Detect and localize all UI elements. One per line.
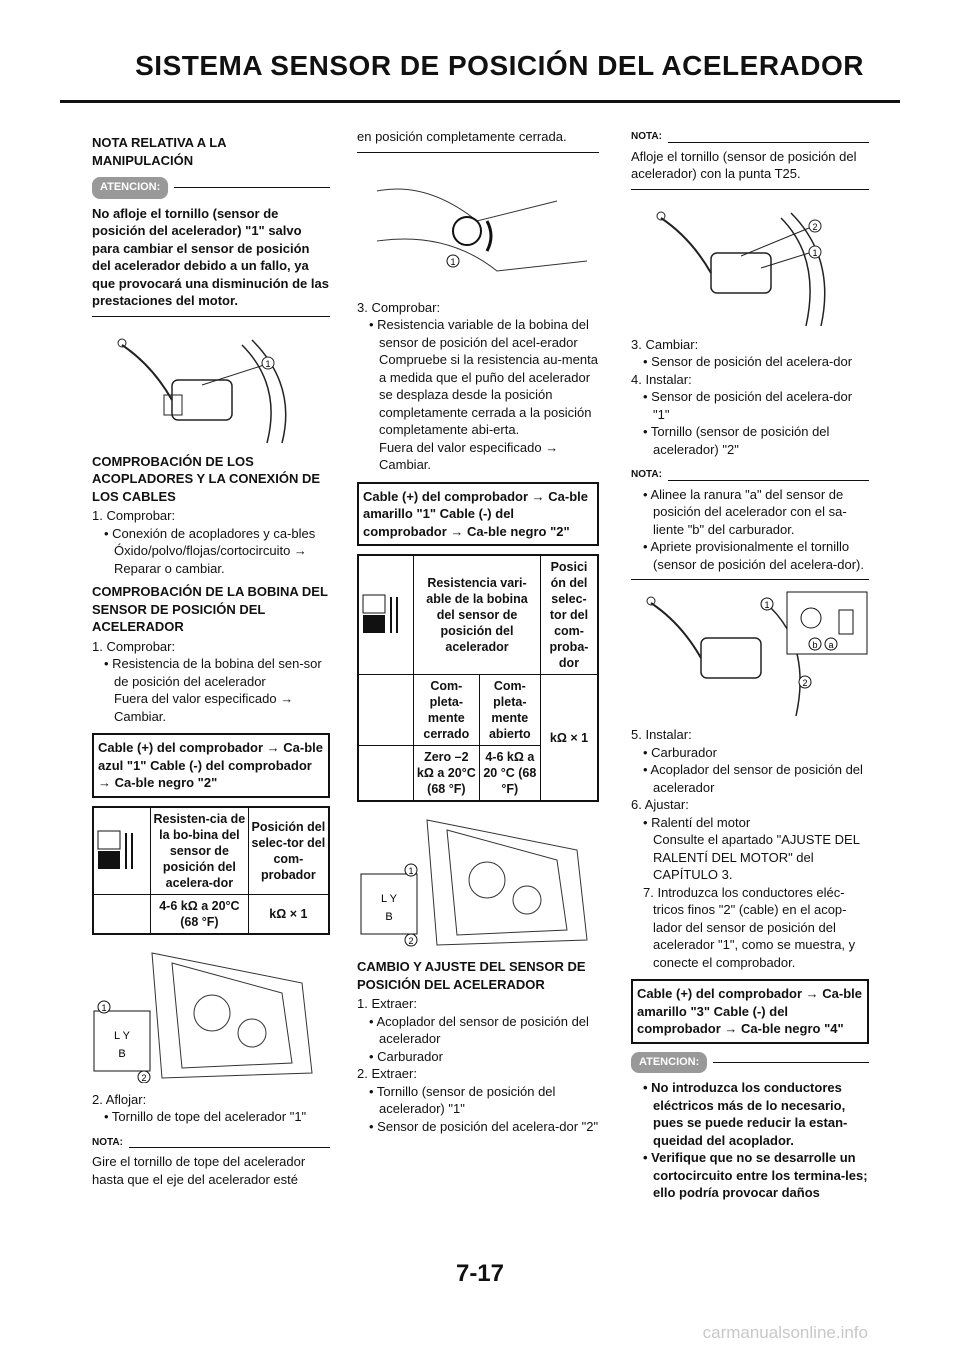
step: 2. Aflojar: bbox=[92, 1091, 147, 1107]
divider bbox=[92, 316, 330, 317]
table-cell: kΩ × 1 bbox=[541, 675, 599, 802]
table-cell: 4-6 kΩ a 20 °C (68 °F) bbox=[479, 746, 540, 802]
step: 1. Comprobar: bbox=[92, 508, 176, 523]
tester-connection-box: Cable (+) del comprobador → Ca-ble azul "1" Cable (-) del comprobador → Ca-ble negro "2" bbox=[92, 733, 330, 798]
throttle-illustration bbox=[92, 943, 330, 1083]
note-header: NOTA: bbox=[92, 1134, 330, 1152]
tester-connection-box: Cable (+) del comprobador → Ca-ble amarillo "3" Cable (-) del comprobador → Ca-ble negro "4" bbox=[631, 979, 869, 1044]
step: 5. Instalar: bbox=[631, 727, 692, 742]
note-text: Afloje el tornillo (sensor de posición del acelerador) con la punta T25. bbox=[631, 148, 857, 181]
caution-bullet: • No introduzca los conductores eléctricos más de lo necesario, pues se puede reducir la estan-queidad del acoplador. bbox=[643, 1080, 848, 1148]
table-header: Posición del selec-tor del com-probador bbox=[248, 807, 329, 895]
section-heading: NOTA RELATIVA A LA MANIPULACIÓN bbox=[92, 135, 227, 168]
step: 7. Introduzca los conductores eléc-tricos finos "2" (cable) en el acop-lador del sensor de posición del acelerador "1", como se muestra, y conecte el comprobador. bbox=[643, 884, 856, 970]
divider bbox=[631, 579, 869, 580]
page-number: 7-17 bbox=[455, 1260, 505, 1287]
note-text: Gire el tornillo de tope del acelerador hasta que el eje del acelerador esté bbox=[92, 1154, 306, 1187]
caution-tag: ATENCION: bbox=[92, 177, 168, 199]
section-heading: CAMBIO Y AJUSTE DEL SENSOR DE POSICIÓN DEL ACELERADOR bbox=[357, 959, 586, 992]
step: 6. Ajustar: bbox=[631, 797, 689, 812]
step: 3. Comprobar: bbox=[357, 299, 441, 315]
svg-text:1: 1 bbox=[764, 600, 770, 610]
table-subheader: Com-pleta-mente cerrado bbox=[414, 675, 480, 746]
note-bullet: • Apriete provisionalmente el tornillo (sensor de posición del acelera-dor). bbox=[643, 539, 864, 572]
bullet: • Sensor de posición del acelera-dor bbox=[643, 354, 853, 369]
step-detail: Óxido/polvo/flojas/cortocircuito → bbox=[114, 543, 307, 558]
note-header: NOTA: bbox=[631, 466, 869, 484]
section-heading: COMPROBACIÓN DE LOS ACOPLADORES Y LA CONEXIÓN DE LOS CABLES bbox=[92, 453, 321, 504]
caution-text: No afloje el tornillo (sensor de posición del acelerador) "1" salvo para cambiar el sensor de posición del acelerador debido a un fallo, ya que provocará una disminución de las prestaciones del motor. bbox=[92, 205, 329, 308]
header-rule bbox=[60, 100, 900, 103]
table-subheader: Com-pleta-mente abierto bbox=[479, 675, 540, 746]
svg-text:b: b bbox=[812, 640, 818, 650]
bullet: • Tornillo (sensor de posición del acelerador) "2" bbox=[643, 424, 830, 457]
step: 3. Cambiar: bbox=[631, 336, 699, 352]
step-detail: Cambiar. bbox=[114, 708, 167, 724]
step: 2. Extraer: bbox=[357, 1066, 417, 1081]
bullet: • Sensor de posición del acelera-dor "2" bbox=[369, 1118, 599, 1134]
bullet: • Acoplador del sensor de posición del acelerador bbox=[643, 762, 863, 795]
bullet: • Conexión de acopladores y ca-bles bbox=[104, 525, 316, 541]
table-cell: 4-6 kΩ a 20°C (68 °F) bbox=[151, 894, 249, 934]
step: 1. Comprobar: bbox=[92, 638, 176, 654]
divider bbox=[357, 152, 599, 153]
step: 4. Instalar: bbox=[631, 371, 692, 387]
column-2 bbox=[357, 128, 599, 1135]
caution-header bbox=[92, 177, 330, 199]
svg-text:L Y: L Y bbox=[381, 893, 397, 905]
divider bbox=[631, 189, 869, 190]
figure-coupler bbox=[357, 810, 599, 950]
caution-header: ATENCION: bbox=[631, 1052, 869, 1074]
watermark: carmanualsonline.info bbox=[702, 1323, 868, 1342]
column-1 bbox=[92, 128, 330, 1188]
section-heading: COMPROBACIÓN DE LA BOBINA DEL SENSOR DE POSICIÓN DEL ACELERADOR bbox=[92, 584, 328, 634]
svg-text:2: 2 bbox=[802, 678, 808, 688]
multimeter-icon bbox=[358, 555, 414, 675]
svg-text:a: a bbox=[828, 640, 834, 650]
step-detail: Consulte el apartado "AJUSTE DEL RALENTÍ DEL MOTOR" del CAPÍTULO 3. bbox=[653, 832, 860, 882]
page-title: SISTEMA SENSOR DE POSICIÓN DEL ACELERADOR bbox=[135, 50, 864, 81]
spec-table bbox=[92, 806, 330, 935]
bullet: • Sensor de posición del acelera-dor "1" bbox=[643, 389, 853, 422]
svg-text:1: 1 bbox=[101, 1002, 107, 1013]
svg-text:B: B bbox=[118, 1047, 126, 1060]
svg-text:2: 2 bbox=[141, 1072, 147, 1083]
figure-sensor-replace bbox=[631, 198, 869, 328]
svg-text:1: 1 bbox=[408, 866, 414, 876]
bullet: • Carburador bbox=[369, 1048, 443, 1064]
step-detail: Fuera del valor especificado → bbox=[379, 439, 559, 455]
tester-connection-box: Cable (+) del comprobador → Ca-ble amarillo "1" Cable (-) del comprobador → Ca-ble negro "2" bbox=[357, 482, 599, 547]
caution-bullet: • Verifique que no se desarrolle un cortocircuito entre los termina-les; ello podría provocar daños bbox=[643, 1150, 868, 1200]
note-text-continued: en posición completamente cerrada. bbox=[357, 129, 567, 144]
table-cell: Zero –2 kΩ a 20°C (68 °F) bbox=[414, 746, 480, 802]
multimeter-icon bbox=[93, 807, 151, 895]
spec-table bbox=[357, 554, 599, 802]
bullet: • Resistencia de la bobina del sen-sor de posición del acelerador bbox=[104, 656, 322, 689]
svg-text:1: 1 bbox=[450, 256, 456, 267]
svg-text:1: 1 bbox=[265, 358, 271, 369]
bullet: • Resistencia variable de la bobina del sensor de posición del acel-erador bbox=[369, 317, 589, 350]
table-cell: kΩ × 1 bbox=[248, 894, 329, 934]
svg-text:2: 2 bbox=[408, 936, 414, 946]
figure-screw bbox=[357, 161, 599, 291]
sensor-replace-illustration bbox=[631, 198, 869, 328]
table-header: Resistencia vari-able de la bobina del sensor de posición del acelerador bbox=[414, 555, 541, 675]
page-header bbox=[0, 0, 960, 110]
step-detail: Reparar o cambiar. bbox=[114, 560, 225, 576]
svg-text:2: 2 bbox=[812, 221, 818, 232]
svg-text:L Y: L Y bbox=[114, 1029, 130, 1042]
note-header: NOTA: bbox=[631, 128, 869, 146]
table-header: Posici ón del selec-tor del com-proba-dor bbox=[541, 555, 599, 675]
step-detail: Compruebe si la resistencia au-menta a medida que el puño del acelerador se desplaza desde la posición completamente cerrada a la posición completamente abi-erta. bbox=[379, 352, 598, 437]
coupler-illustration bbox=[357, 810, 599, 950]
bullet: • Tornillo (sensor de posición del acelerador) "1" bbox=[369, 1083, 556, 1116]
note-bullet: • Alinee la ranura "a" del sensor de posición del acelerador con el sa-liente "b" del carburador. bbox=[643, 486, 847, 537]
column-3 bbox=[631, 128, 869, 1202]
figure-throttle-stop bbox=[92, 943, 330, 1083]
svg-text:B: B bbox=[385, 911, 393, 923]
figure-sensor-install bbox=[631, 588, 869, 718]
figure-throttle-sensor bbox=[92, 325, 330, 445]
step-detail: Fuera del valor especificado → bbox=[114, 691, 294, 706]
bullet: • Ralentí del motor bbox=[643, 814, 751, 830]
svg-text:1: 1 bbox=[812, 247, 818, 258]
bullet: • Acoplador del sensor de posición del acelerador bbox=[369, 1013, 589, 1046]
bullet: • Carburador bbox=[643, 744, 717, 760]
sensor-illustration bbox=[92, 325, 330, 445]
bullet: • Tornillo de tope del acelerador "1" bbox=[104, 1109, 307, 1124]
step: 1. Extraer: bbox=[357, 996, 417, 1011]
step-detail: Cambiar. bbox=[379, 457, 432, 472]
screw-illustration bbox=[357, 161, 599, 291]
sensor-install-illustration bbox=[631, 588, 869, 718]
table-header: Resisten-cia de la bo-bina del sensor de posición del acelera-dor bbox=[151, 807, 249, 895]
